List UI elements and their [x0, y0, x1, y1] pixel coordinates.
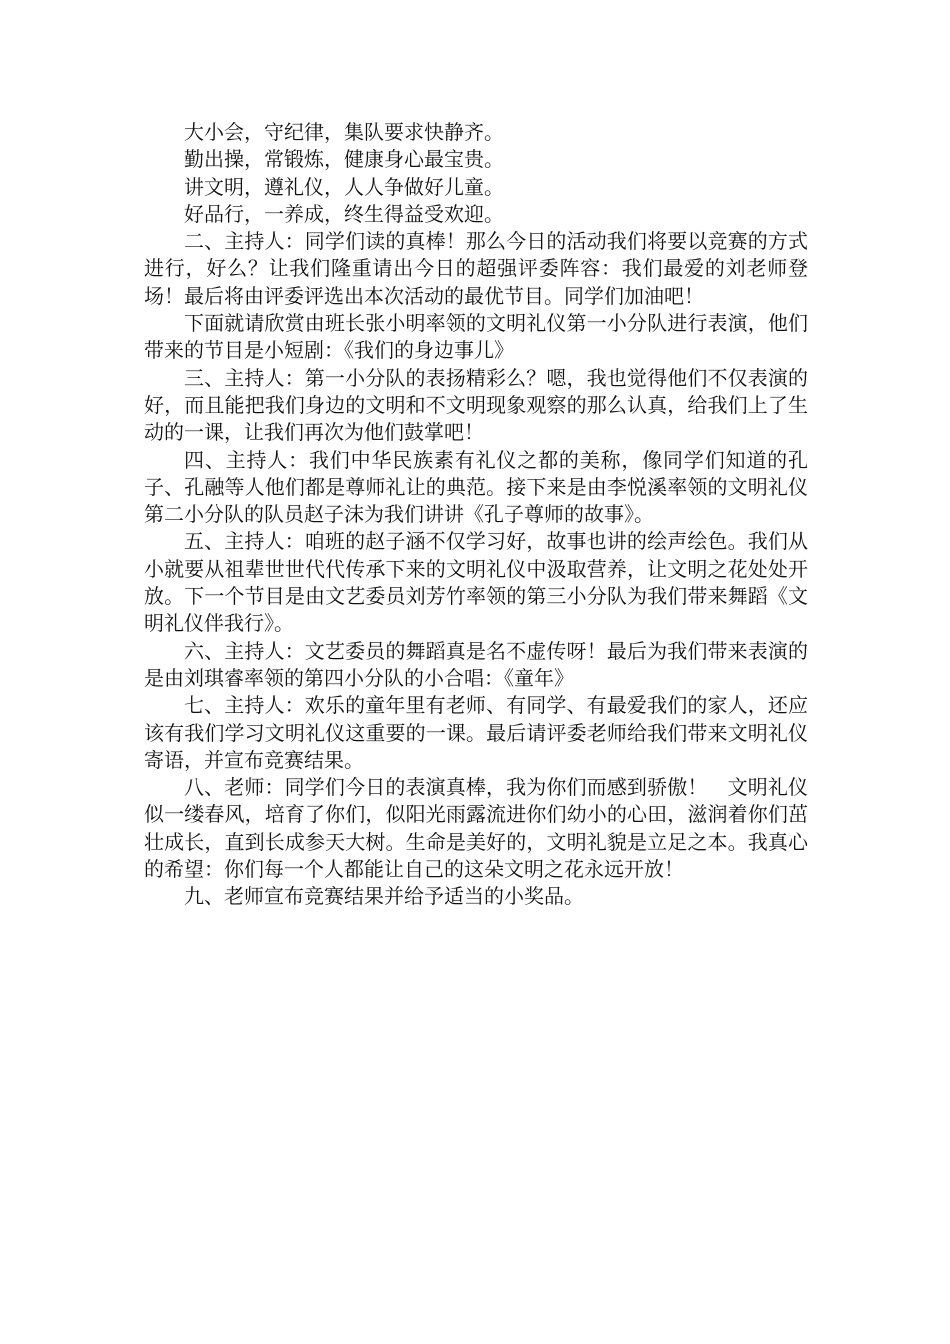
paragraph: 二、主持人：同学们读的真棒！那么今日的活动我们将要以竞赛的方式进行，好么？让我们隆重请出今日的超强评委阵容：我们最爱的刘老师登场！最后将由评委评选出本次活动的最优节目。同学们加油吧！ [144, 229, 808, 308]
paragraph: 八、老师：同学们今日的表演真棒，我为你们而感到骄傲！ 文明礼仪似一缕春风，培育了你们，似阳光雨露流进你们幼小的心田，滋润着你们茁壮成长，直到长成参天大树。生命是美好的，文明礼貌是立足之本。我真心的希望：你们每一个人都能让自己的这朵文明之花永远开放！ [144, 775, 808, 882]
paragraph: 九、老师宣布竞赛结果并给予适当的小奖品。 [184, 884, 584, 909]
paragraph: 七、主持人：欢乐的童年里有老师、有同学、有最爱我们的家人，还应该有我们学习文明礼仪这重要的一课。最后请评委老师给我们带来文明礼仪寄语，并宣布竞赛结果。 [144, 693, 808, 772]
paragraph: 三、主持人：第一小分队的表扬精彩么？嗯，我也觉得他们不仅表演的好，而且能把我们身边的文明和不文明现象观察的那么认真，给我们上了生动的一课，让我们再次为他们鼓掌吧！ [144, 365, 808, 445]
paragraph: 大小会，守纪律，集队要求快静齐。 [184, 120, 504, 144]
paragraph: 五、主持人：咱班的赵子涵不仅学习好，故事也讲的绘声绘色。我们从小就要从祖辈世世代代传承下来的文明礼仪中汲取营养，让文明之花处处开放。下一个节目是由文艺委员刘芳竹率领的第三小分队为我们带来舞蹈《文明礼仪伴我行》。 [144, 529, 808, 636]
paragraph: 勤出操，常锻炼，健康身心最宝贵。 [184, 147, 504, 172]
paragraph: 下面就请欣赏由班长张小明率领的文明礼仪第一小分队进行表演，他们带来的节目是小短剧：《我们的身边事儿》 [144, 311, 808, 363]
paragraph: 好品行，一养成，终生得益受欢迎。 [184, 201, 504, 226]
document-body [144, 119, 808, 911]
paragraph: 四、主持人：我们中华民族素有礼仪之都的美称，像同学们知道的孔子、孔融等人他们都是尊师礼让的典范。接下来是由李悦溪率领的文明礼仪第二小分队的队员赵子沫为我们讲讲《孔子尊师的故事》。 [144, 447, 808, 527]
paragraph: 六、主持人：文艺委员的舞蹈真是名不虚传呀！最后为我们带来表演的是由刘琪睿率领的第四小分队的小合唱：《童年》 [144, 638, 808, 690]
paragraph: 讲文明，遵礼仪，人人争做好儿童。 [184, 174, 504, 199]
